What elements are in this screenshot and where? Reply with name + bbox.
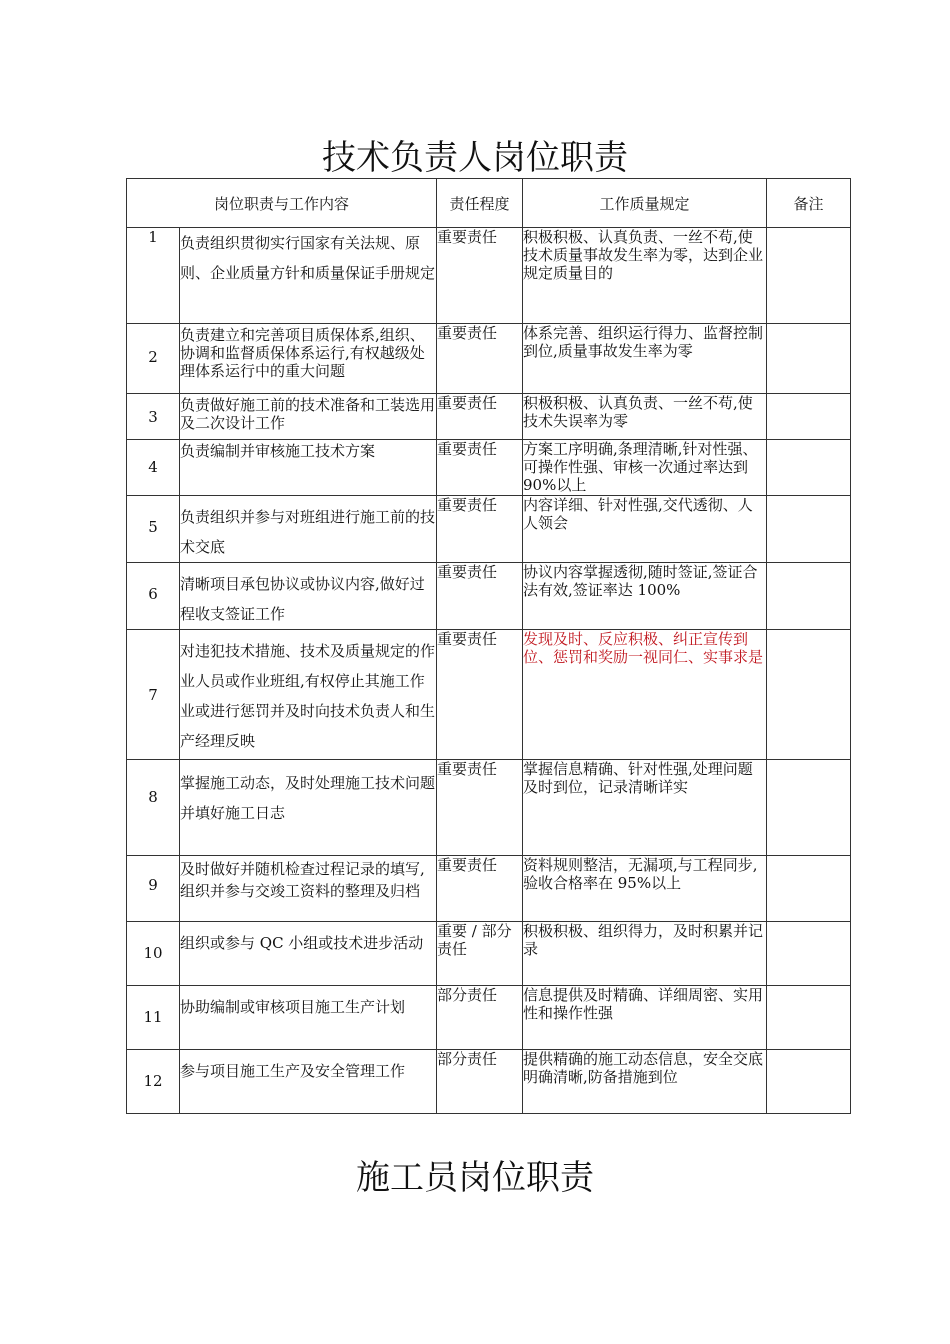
row-remark — [767, 563, 851, 630]
table-row — [127, 440, 851, 496]
table-row — [127, 856, 851, 922]
row-quality: 体系完善、组织运行得力、监督控制到位,质量事故发生率为零 — [523, 324, 767, 394]
header-content: 岗位职责与工作内容 — [127, 179, 437, 228]
row-level: 重要责任 — [437, 440, 523, 496]
table-row — [127, 228, 851, 324]
table-row — [127, 1050, 851, 1114]
row-remark — [767, 760, 851, 856]
row-number: 11 — [127, 986, 180, 1050]
row-remark — [767, 856, 851, 922]
row-content — [180, 760, 437, 856]
row-level: 重要责任 — [437, 563, 523, 630]
row-number: 2 — [127, 324, 180, 394]
row-number: 1 — [127, 228, 180, 324]
table-row — [127, 922, 851, 986]
row-number: 8 — [127, 760, 180, 856]
row-content: 负责做好施工前的技术准备和工装选用及二次设计工作 — [180, 394, 437, 440]
row-quality: 提供精确的施工动态信息，安全交底明确清晰,防备措施到位 — [523, 1050, 767, 1114]
row-number: 4 — [127, 440, 180, 496]
table-row — [127, 324, 851, 394]
table-row — [127, 630, 851, 760]
row-level: 重要 / 部分责任 — [437, 922, 523, 986]
row-content: 负责组织贯彻实行国家有关法规、原则、企业质量方针和质量保证手册规定 — [180, 228, 437, 324]
duty-table — [126, 178, 851, 1114]
row-level: 重要责任 — [437, 394, 523, 440]
row-content: 清晰项目承包协议或协议内容,做好过程收支签证工作 — [180, 563, 437, 630]
row-level: 重要责任 — [437, 496, 523, 563]
row-quality: 积极积极、组织得力，及时积累并记录 — [523, 922, 767, 986]
row-level: 部分责任 — [437, 986, 523, 1050]
row-level: 重要责任 — [437, 630, 523, 760]
row-quality: 积极积极、认真负责、一丝不苟,使技术质量事故发生率为零，达到企业规定质量目的 — [523, 228, 767, 324]
table-row — [127, 760, 851, 856]
row-number: 7 — [127, 630, 180, 760]
table-header-row — [127, 179, 851, 228]
row-number: 3 — [127, 394, 180, 440]
row-number: 9 — [127, 856, 180, 922]
row-quality: 发现及时、反应积极、纠正宣传到位、惩罚和奖励一视同仁、实事求是 — [523, 630, 767, 760]
row-level: 部分责任 — [437, 1050, 523, 1114]
row-remark — [767, 228, 851, 324]
table-row — [127, 563, 851, 630]
row-quality: 方案工序明确,条理清晰,针对性强、可操作性强、审核一次通过率达到 90%以上 — [523, 440, 767, 496]
row-content: 组织或参与 QC 小组或技术进步活动 — [180, 922, 437, 986]
header-level: 责任程度 — [437, 179, 523, 228]
row-remark — [767, 1050, 851, 1114]
row-quality: 积极积极、认真负责、一丝不苟,使技术失误率为零 — [523, 394, 767, 440]
row-content: 及时做好并随机检查过程记录的填写,组织并参与交竣工资料的整理及归档 — [180, 856, 437, 922]
row-level: 重要责任 — [437, 760, 523, 856]
row-remark — [767, 440, 851, 496]
row-remark — [767, 630, 851, 760]
page-title: 技术负责人岗位职责 — [322, 138, 628, 178]
row-remark — [767, 922, 851, 986]
row-level: 重要责任 — [437, 228, 523, 324]
row-content: 负责建立和完善项目质保体系,组织、协调和监督质保体系运行,有权越级处理体系运行中的重大问题 — [180, 324, 437, 394]
row-remark — [767, 496, 851, 563]
row-remark — [767, 324, 851, 394]
row-content: 对违犯技术措施、技术及质量规定的作业人员或作业班组,有权停止其施工作业或进行惩罚并及时向技术负责人和生产经理反映 — [180, 630, 437, 760]
row-content: 协助编制或审核项目施工生产计划 — [180, 986, 437, 1050]
row-quality: 资料规则整洁，无漏项,与工程同步,验收合格率在 95%以上 — [523, 856, 767, 922]
row-remark — [767, 986, 851, 1050]
row-quality: 内容详细、针对性强,交代透彻、人人领会 — [523, 496, 767, 563]
next-section-title: 施工员岗位职责 — [356, 1158, 594, 1198]
row-content: 负责组织并参与对班组进行施工前的技术交底 — [180, 496, 437, 563]
header-quality: 工作质量规定 — [523, 179, 767, 228]
table-row — [127, 496, 851, 563]
header-remark: 备注 — [767, 179, 851, 228]
row-content: 参与项目施工生产及安全管理工作 — [180, 1050, 437, 1114]
row-level: 重要责任 — [437, 856, 523, 922]
row-number: 6 — [127, 563, 180, 630]
row-number: 10 — [127, 922, 180, 986]
row-content-text: 掌握施工动态，及时处理施工技术问题并填好施工日志 — [180, 774, 436, 822]
row-quality: 掌握信息精确、针对性强,处理问题及时到位，记录清晰详实 — [523, 760, 767, 856]
table-row — [127, 986, 851, 1050]
row-quality: 信息提供及时精确、详细周密、实用性和操作性强 — [523, 986, 767, 1050]
row-quality: 协议内容掌握透彻,随时签证,签证合法有效,签证率达 100% — [523, 563, 767, 630]
row-remark — [767, 394, 851, 440]
row-level: 重要责任 — [437, 324, 523, 394]
row-content: 负责编制并审核施工技术方案 — [180, 440, 437, 496]
row-number: 12 — [127, 1050, 180, 1114]
row-number: 5 — [127, 496, 180, 563]
table-row — [127, 394, 851, 440]
